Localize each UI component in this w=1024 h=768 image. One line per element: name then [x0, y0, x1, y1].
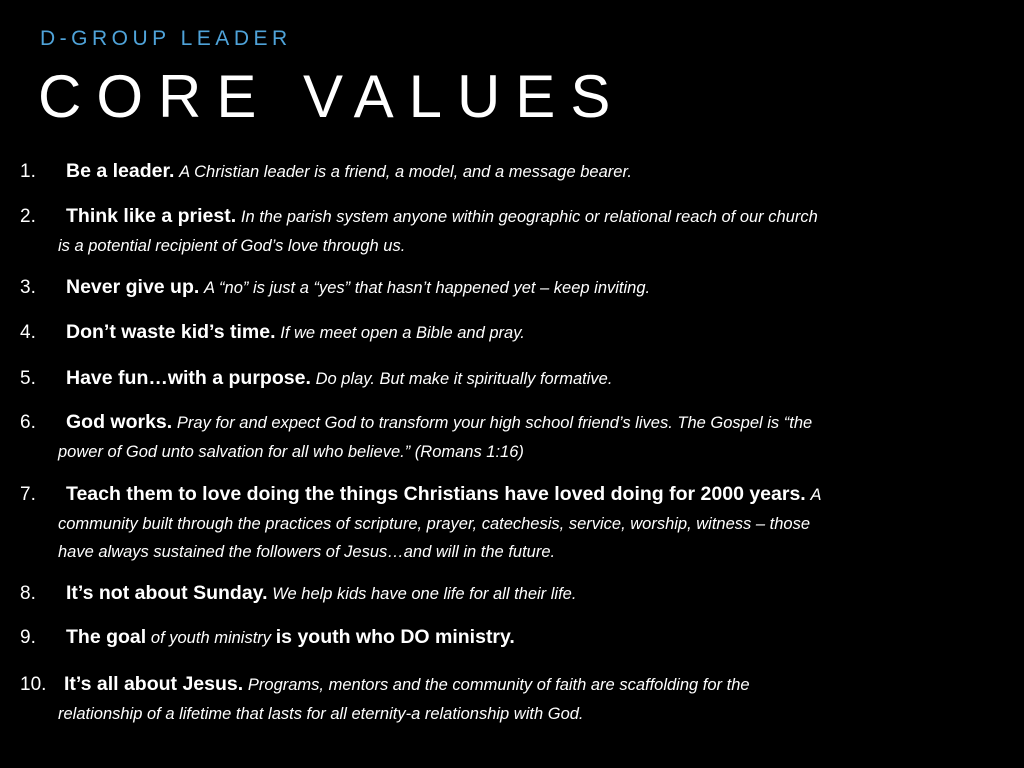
- list-item: [20, 408, 1005, 466]
- item-lead: Be a leader.: [66, 160, 175, 182]
- item-description: of youth ministry: [150, 629, 272, 647]
- list-item: [20, 623, 1005, 653]
- slide-title: CORE VALUES: [38, 63, 626, 130]
- item-number: 7.: [20, 484, 36, 505]
- item-description-continued: community built through the practices of scripture, prayer, catechesis, service, worship, witness – those: [58, 514, 810, 533]
- item-lead: It’s all about Jesus.: [64, 673, 244, 695]
- item-number: 3.: [20, 277, 36, 298]
- item-lead: It’s not about Sunday.: [66, 582, 268, 604]
- item-lead: Think like a priest.: [66, 205, 237, 227]
- item-description-continued: relationship of a lifetime that lasts for all eternity-a relationship with God.: [58, 704, 584, 723]
- item-description: A Christian leader is a friend, a model, and a message bearer.: [179, 163, 632, 181]
- list-item: [20, 670, 1005, 728]
- list-item: [20, 157, 1005, 187]
- item-number: 4.: [20, 322, 36, 343]
- item-description-continued: is a potential recipient of God’s love through us.: [58, 236, 406, 255]
- item-description: A: [810, 486, 822, 504]
- list-item: [20, 273, 1005, 303]
- item-lead: Have fun…with a purpose.: [66, 367, 311, 389]
- item-description-continued: power of God unto salvation for all who believe.” (Romans 1:16): [58, 442, 524, 461]
- list-item: [20, 202, 1005, 260]
- item-description: In the parish system anyone within geographic or relational reach of our church: [240, 208, 818, 226]
- item-description: Programs, mentors and the community of faith are scaffolding for the: [247, 676, 750, 694]
- item-description: If we meet open a Bible and pray.: [280, 324, 525, 342]
- item-lead: Don’t waste kid’s time.: [66, 321, 276, 343]
- list-item: [20, 579, 1005, 609]
- item-description: Pray for and expect God to transform your high school friend’s lives. The Gospel is “the: [176, 414, 813, 432]
- item-lead: The goal: [66, 626, 147, 648]
- item-lead: Never give up.: [66, 276, 200, 298]
- list-item: [20, 480, 1005, 567]
- item-number: 2.: [20, 206, 36, 227]
- item-lead: Teach them to love doing the things Christians have loved doing for 2000 years.: [66, 483, 806, 505]
- item-number: 1.: [20, 161, 36, 182]
- item-description-continued: have always sustained the followers of Jesus…and will in the future.: [58, 543, 556, 561]
- item-description: A “no” is just a “yes” that hasn’t happened yet – keep inviting.: [204, 279, 651, 297]
- item-lead-tail: is youth who DO ministry.: [275, 626, 515, 648]
- item-number: 9.: [20, 627, 36, 648]
- item-description: Do play. But make it spiritually formative.: [315, 370, 613, 388]
- item-number: 5.: [20, 368, 36, 389]
- item-number: 6.: [20, 412, 36, 433]
- item-number: 8.: [20, 583, 36, 604]
- list-item: [20, 318, 1005, 348]
- item-number: 10.: [20, 674, 47, 695]
- slide-kicker: D-GROUP LEADER: [40, 27, 292, 50]
- item-lead: God works.: [66, 411, 173, 433]
- list-item: [20, 364, 1005, 394]
- item-description: We help kids have one life for all their life.: [272, 585, 577, 603]
